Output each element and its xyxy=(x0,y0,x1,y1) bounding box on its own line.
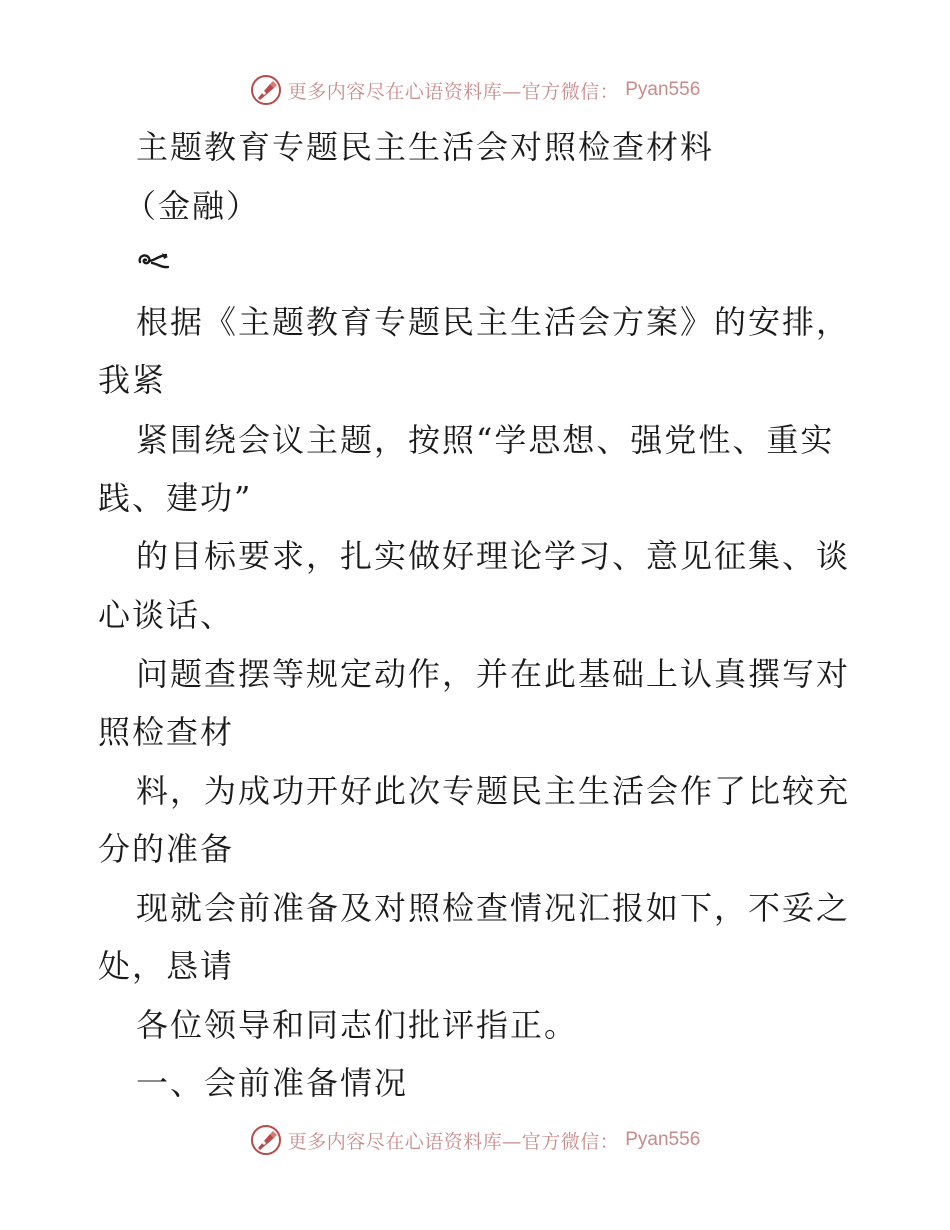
watermark-site-text: 更多内容尽在心语资料库—官方微信： xyxy=(287,80,620,103)
body-line-3: 紧围绕会议主题，按照“学思想、强党性、重实 xyxy=(136,421,835,459)
body-line-10: 分的准备 xyxy=(98,830,235,868)
pen-nib-logo-icon xyxy=(250,1124,282,1156)
body-line-13: 各位领导和同志们批评指正。 xyxy=(136,1006,579,1044)
section-heading: 一、会前准备情况 xyxy=(136,1064,409,1102)
body-line-5: 的目标要求，扎实做好理论学习、意见征集、谈 xyxy=(136,537,851,575)
body-line-8: 照检查材 xyxy=(98,713,235,751)
body-line-1: 根据《主题教育专题民主生活会方案》的安排， xyxy=(136,303,851,341)
body-line-6: 心谈话、 xyxy=(98,596,235,634)
header-watermark xyxy=(0,70,950,110)
watermark-wechat-id: Pyan556 xyxy=(625,1129,701,1150)
body-line-11: 现就会前准备及对照检查情况汇报如下，不妥之 xyxy=(136,889,851,927)
watermark-wechat-id: Pyan556 xyxy=(625,79,701,100)
body-line-7: 问题查摆等规定动作，并在此基础上认真撰写对 xyxy=(136,655,851,693)
pen-nib-logo-icon xyxy=(250,74,282,106)
decorative-swirl-icon xyxy=(136,248,172,274)
body-line-4: 践、建功” xyxy=(98,479,253,517)
body-line-9: 料，为成功开好此次专题民主生活会作了比较充 xyxy=(136,772,851,810)
body-line-12: 处，恳请 xyxy=(98,947,235,985)
body-line-2: 我紧 xyxy=(98,361,167,399)
document-subtitle: （金融） xyxy=(124,187,261,225)
footer-watermark xyxy=(0,1120,950,1160)
watermark-site-text: 更多内容尽在心语资料库—官方微信： xyxy=(287,1130,620,1153)
document-title: 主题教育专题民主生活会对照检查材料 xyxy=(136,128,715,166)
